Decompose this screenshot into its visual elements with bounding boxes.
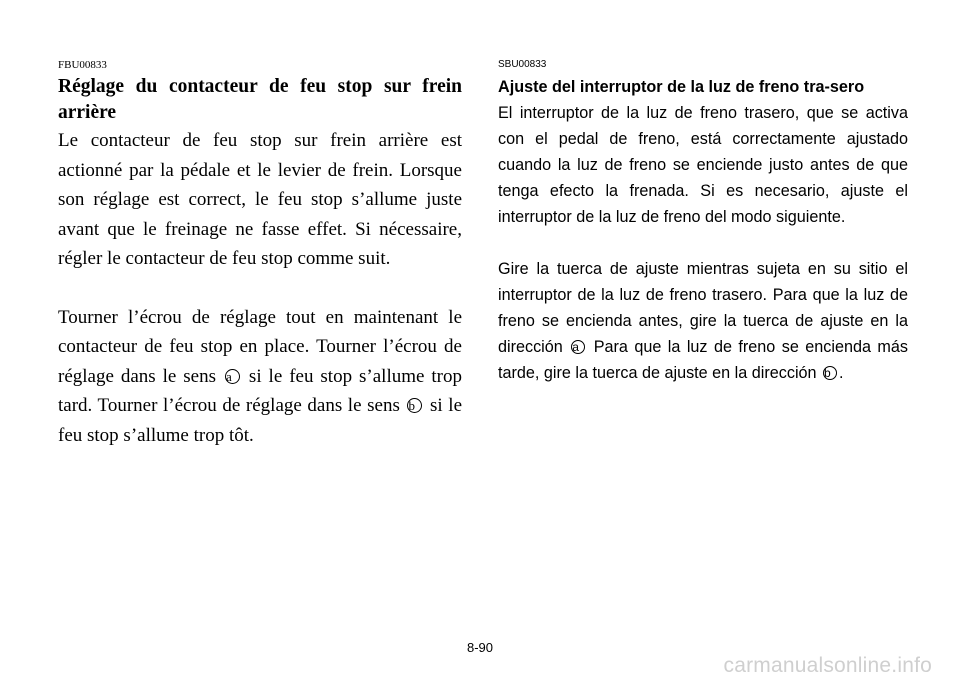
paragraph-gap	[498, 230, 908, 256]
paragraph-text: Tourner l’écrou de réglage tout en maintenant le contacteur de feu stop en place. Tourner l’écrou de réglage dans le sens	[58, 306, 462, 387]
paragraph-text: Gire la tuerca de ajuste mientras sujeta en su sitio el interruptor de la luz de freno trasero. Para que la luz de freno se encienda antes, gire la tuerca de ajuste en la dirección	[498, 260, 908, 356]
section-title: Ajuste del interruptor de la luz de freno tra-sero	[498, 78, 865, 96]
paragraph-text: si le feu stop s’allume trop tôt.	[58, 395, 463, 446]
paragraph: El interruptor de la luz de freno trasero, que se activa con el pedal de freno, está correctamente ajustado cuando la luz de freno se enciende justo antes de que tenga efecto la frenada. Si es necesario, ajuste el interruptor de la luz de freno del modo siguiente.	[498, 104, 908, 226]
paragraph-text: Para que la luz de freno se encienda más tarde, gire la tuerca de ajuste en la dirección	[498, 338, 909, 382]
french-column	[58, 58, 462, 450]
paragraph-text: .	[839, 364, 844, 382]
section-title: Réglage du contacteur de feu stop sur frein arrière	[58, 76, 462, 123]
watermark: carmanualsonline.info	[723, 654, 932, 677]
circled-marker-b: b	[407, 398, 422, 413]
section-code: SBU00833	[498, 59, 547, 70]
paragraph	[58, 303, 462, 451]
paragraph-gap	[58, 274, 462, 303]
paragraph-text: si le feu stop s’allume trop tard. Tourner l’écrou de réglage dans le sens	[58, 365, 463, 416]
circled-marker-a: a	[571, 340, 585, 354]
page-number: 8-90	[466, 640, 494, 655]
section-code: FBU00833	[58, 59, 107, 71]
spanish-column	[498, 58, 908, 386]
circled-marker-a: a	[225, 369, 240, 384]
paragraph	[498, 256, 908, 386]
circled-marker-b: b	[823, 366, 837, 380]
paragraph: Le contacteur de feu stop sur frein arrière est actionné par la pédale et le levier de frein. Lorsque son réglage est correct, le feu stop s’allume juste avant que le freinage ne fasse effet. Si nécessaire, régler le contacteur de feu stop comme suit.	[58, 130, 462, 269]
